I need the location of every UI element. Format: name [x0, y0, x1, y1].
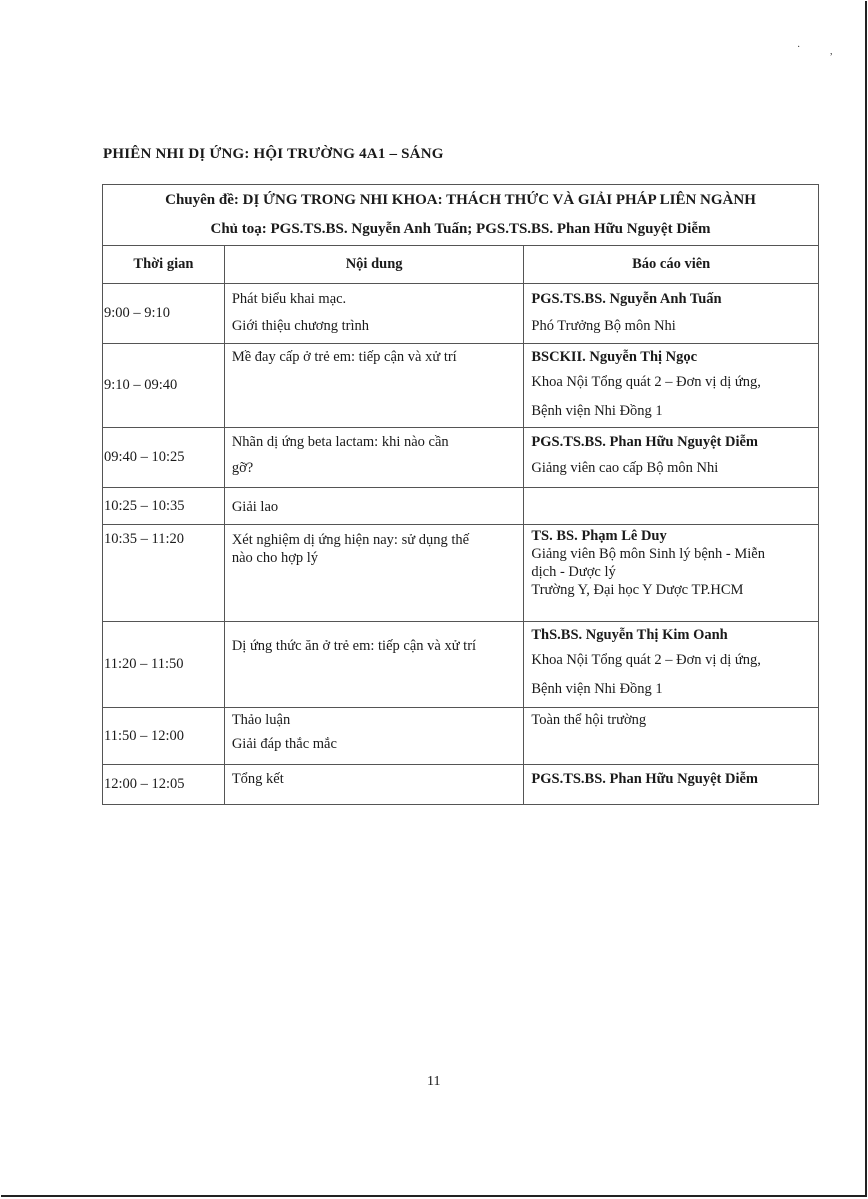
content-line: Phát biểu khai mạc. [231, 291, 347, 307]
table-row [103, 284, 819, 344]
speaker-affiliation: Khoa Nội Tổng quát 2 – Đơn vị dị ứng, [531, 652, 761, 668]
content-line: Giới thiệu chương trình [231, 318, 369, 334]
speaker-cell [524, 284, 819, 344]
speaker-affiliation: Giảng viên cao cấp Bộ môn Nhi [531, 460, 719, 476]
scan-mark: · [797, 42, 801, 53]
content-line: Thảo luận [231, 712, 291, 728]
table-row [103, 708, 819, 765]
time-cell: 9:10 – 09:40 [103, 344, 225, 428]
time-cell: 11:50 – 12:00 [103, 708, 225, 765]
table-row [103, 765, 819, 805]
speaker-cell [524, 525, 819, 622]
scan-mark: , [830, 46, 833, 57]
table-row [103, 344, 819, 428]
speaker-cell [524, 428, 819, 488]
topic-banner [103, 185, 819, 246]
speaker-name: PGS.TS.BS. Nguyễn Anh Tuấn [531, 291, 722, 307]
table-header-row [103, 246, 819, 284]
content-line: Nhãn dị ứng beta lactam: khi nào cần [231, 434, 449, 450]
content-cell [224, 488, 524, 525]
time-cell: 12:00 – 12:05 [103, 765, 225, 805]
speaker-affiliation: Bệnh viện Nhi Đồng 1 [531, 681, 663, 697]
content-cell [224, 525, 524, 622]
speaker-affiliation: Phó Trưởng Bộ môn Nhi [531, 318, 676, 334]
table-row [103, 428, 819, 488]
speaker-name: PGS.TS.BS. Phan Hữu Nguyệt Diễm [531, 771, 759, 787]
content-line: nào cho hợp lý [231, 550, 319, 566]
content-line: Giải đáp thắc mắc [231, 736, 337, 752]
content-line: Dị ứng thức ăn ở trẻ em: tiếp cận và xử trí [231, 638, 477, 654]
content-cell [224, 765, 524, 805]
page-number: 11 [427, 1074, 441, 1089]
time-cell: 9:00 – 9:10 [103, 284, 225, 344]
speaker-name: TS. BS. Phạm Lê Duy [531, 528, 667, 544]
topic-title: Chuyên đề: DỊ ỨNG TRONG NHI KHOA: THÁCH THỨC VÀ GIẢI PHÁP LIÊN NGÀNH [165, 192, 756, 208]
column-header-speaker: Báo cáo viên [524, 246, 819, 284]
speaker-name: ThS.BS. Nguyễn Thị Kim Oanh [531, 627, 728, 643]
speaker-affiliation: Giảng viên Bộ môn Sinh lý bệnh - Miễn [531, 546, 765, 562]
speaker-affiliation: Khoa Nội Tổng quát 2 – Đơn vị dị ứng, [531, 374, 761, 390]
table-row [103, 488, 819, 525]
time-cell: 10:25 – 10:35 [103, 488, 225, 525]
column-header-content: Nội dung [224, 246, 524, 284]
speaker-affiliation: Bệnh viện Nhi Đồng 1 [531, 403, 663, 419]
content-line: Tổng kết [231, 771, 284, 787]
session-heading: PHIÊN NHI DỊ ỨNG: HỘI TRƯỜNG 4A1 – SÁNG [103, 146, 444, 162]
column-header-time: Thời gian [103, 246, 225, 284]
content-cell [224, 344, 524, 428]
table-row [103, 622, 819, 708]
content-line: Mề đay cấp ở trẻ em: tiếp cận và xử trí [231, 349, 457, 365]
speaker-cell [524, 488, 819, 525]
content-line: Giải lao [231, 498, 279, 515]
speaker-affiliation: Trường Y, Đại học Y Dược TP.HCM [531, 582, 744, 598]
content-cell [224, 708, 524, 765]
speaker-name: BSCKII. Nguyễn Thị Ngọc [531, 349, 698, 365]
speaker-cell [524, 708, 819, 765]
speaker-name: Toàn thể hội trường [531, 712, 647, 728]
speaker-name: PGS.TS.BS. Phan Hữu Nguyệt Diễm [531, 434, 759, 450]
speaker-cell [524, 622, 819, 708]
time-cell: 09:40 – 10:25 [103, 428, 225, 488]
content-cell [224, 622, 524, 708]
content-cell [224, 428, 524, 488]
schedule-table [102, 184, 819, 805]
content-cell [224, 284, 524, 344]
speaker-affiliation: dịch - Dược lý [531, 564, 616, 580]
table-row [103, 525, 819, 622]
content-line: Xét nghiệm dị ứng hiện nay: sử dụng thế [231, 532, 470, 548]
speaker-cell [524, 765, 819, 805]
time-cell: 11:20 – 11:50 [103, 622, 225, 708]
speaker-cell [524, 344, 819, 428]
time-cell: 10:35 – 11:20 [103, 525, 225, 622]
content-line: gỡ? [231, 460, 254, 476]
chairs-line: Chủ toạ: PGS.TS.BS. Nguyễn Anh Tuấn; PGS.TS.BS. Phan Hữu Nguyệt Diễm [210, 221, 711, 237]
